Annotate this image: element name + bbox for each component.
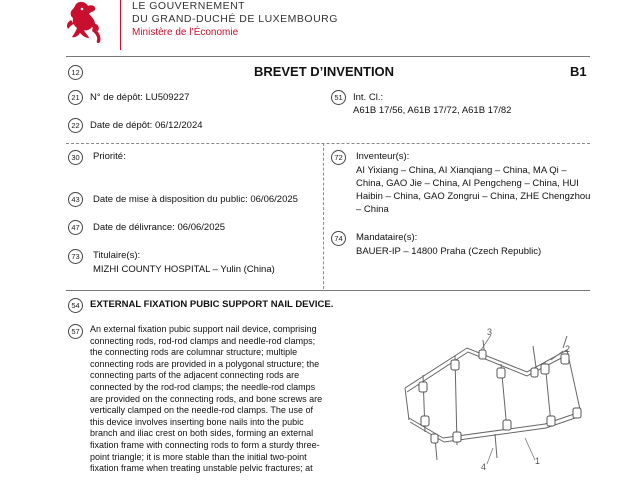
inid-code-22: 22 xyxy=(68,118,83,133)
inid-code-43: 43 xyxy=(68,192,83,207)
figure-label: 2 xyxy=(565,344,571,354)
inid-code-74: 74 xyxy=(331,231,346,246)
inid-code-47: 47 xyxy=(68,220,83,235)
inid-code-12: 12 xyxy=(68,65,83,80)
document-title: BREVET D’INVENTION xyxy=(253,64,395,79)
top-rule xyxy=(66,56,590,57)
inventors-line: Haibin – China, GAO Zongrui – China, ZHE Chengzhou xyxy=(356,191,591,202)
figure-label: 3 xyxy=(487,327,493,337)
inventors-line: AI Yixiang – China, AI Xianqiang – China, MA Qi – xyxy=(356,165,567,176)
agent-value: BAUER-IP – 14800 Praha (Czech Republic) xyxy=(356,246,542,257)
abstract-line: fixation frame with connecting rods to form a sturdy three- xyxy=(90,439,320,450)
abstract-rule xyxy=(66,290,590,291)
agent-label: Mandataire(s): xyxy=(356,232,418,243)
priority-label: Priorité: xyxy=(93,151,126,162)
abstract-line: branch and iliac crest on both sides, forming an external xyxy=(90,428,314,439)
holder-label: Titulaire(s): xyxy=(93,250,141,261)
column-divider xyxy=(323,143,324,289)
inid-code-57: 57 xyxy=(68,324,83,339)
holder-value: MIZHI COUNTY HOSPITAL – Yulin (China) xyxy=(93,264,275,275)
inid-code-72: 72 xyxy=(331,150,346,165)
inventors-line: China, GAO Jie – China, AI Pengcheng – China, HUI xyxy=(356,178,579,189)
patent-figure xyxy=(395,320,595,480)
abstract xyxy=(90,324,326,475)
ministry-name: Ministère de l’Économie xyxy=(132,27,239,38)
abstract-line: are provided on the connecting rods, and bone screws are xyxy=(90,393,323,404)
abstract-line: connecting parts of the adjacent connecting rods are xyxy=(90,370,300,381)
abstract-line: connecting rods are provided in a polygonal structure; the xyxy=(90,358,320,369)
figure-label: 1 xyxy=(535,456,541,466)
abstract-line: fixation frame when treating unstable pelvic fractures; at xyxy=(90,463,313,474)
int-cl-value: A61B 17/56, A61B 17/72, A61B 17/82 xyxy=(353,105,512,116)
government-logo xyxy=(62,0,112,50)
deposit-date: Date de dépôt: 06/12/2024 xyxy=(90,120,203,131)
inid-code-54: 54 xyxy=(68,298,83,313)
document-kind: B1 xyxy=(570,64,587,79)
int-cl-label: Int. Cl.: xyxy=(353,92,384,103)
abstract-line: vertically clamped on the needle-rod clamps. The use of xyxy=(90,405,313,416)
figure-label: 4 xyxy=(481,462,487,472)
abstract-line: point triangle; it is more stable than the initial two-point xyxy=(90,451,307,462)
public-availability-date: Date de mise à disposition du public: 06/06/2025 xyxy=(93,194,298,205)
section-divider xyxy=(66,143,590,144)
deposit-number: N° de dépôt: LU509227 xyxy=(90,92,190,103)
org-name-line1: LE GOUVERNEMENT xyxy=(132,0,246,12)
header-divider xyxy=(120,0,121,50)
org-name-line2: DU GRAND-DUCHÉ DE LUXEMBOURG xyxy=(132,13,338,25)
abstract-line: connected by the rod-rod clamps; the needle-rod clamps xyxy=(90,381,316,392)
inid-code-21: 21 xyxy=(68,90,83,105)
inid-code-73: 73 xyxy=(68,249,83,264)
inventors-line: – China xyxy=(356,204,389,215)
delivery-date: Date de délivrance: 06/06/2025 xyxy=(93,222,226,233)
red-lion-icon xyxy=(62,0,112,50)
inventors-label: Inventeur(s): xyxy=(356,151,410,162)
abstract-line: the connecting rods are columnar structure; multiple xyxy=(90,347,298,358)
abstract-line: connecting rods, rod-rod clamps and needle-rod clamps; xyxy=(90,335,316,346)
inid-code-30: 30 xyxy=(68,150,83,165)
abstract-line: An external fixation pubic support nail device, comprising xyxy=(90,324,317,334)
inid-code-51: 51 xyxy=(331,90,346,105)
invention-title: EXTERNAL FIXATION PUBIC SUPPORT NAIL DEVICE. xyxy=(90,299,334,310)
abstract-line: this device involves inserting bone nails into the pubic xyxy=(90,416,304,427)
